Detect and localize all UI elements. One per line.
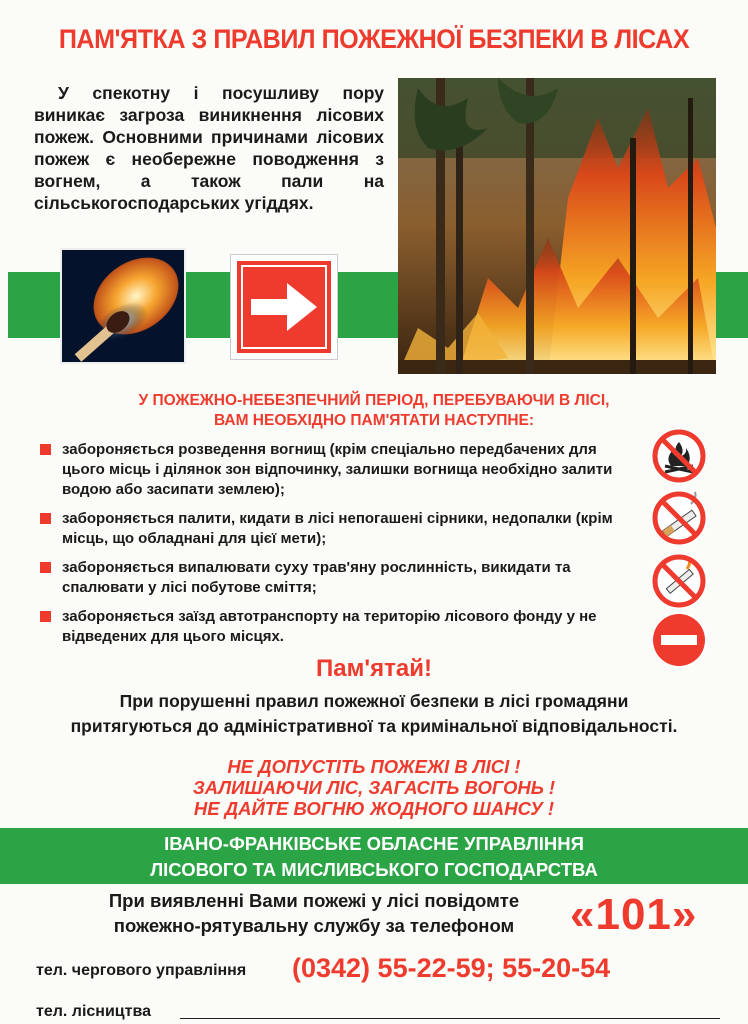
duty-phone-numbers: (0342) 55-22-59; 55-20-54 xyxy=(292,953,611,983)
slogan: НЕ ДОПУСТІТЬ ПОЖЕЖІ В ЛІСІ ! xyxy=(227,756,521,777)
list-item: забороняється розведення вогнищ (крім спеціально передбачених для цього місць і ділянок зон відпочинку, залишки вогнища необхідно залити водою або засипати землею); xyxy=(40,440,640,500)
bullet-square-icon xyxy=(40,444,51,455)
intro-paragraph: У спекотну і посушливу пору виникає загроза виникнення лісових пожеж. Основними причинами лісових пожеж є необережне поводження з вогнем, а також пали на сільськогосподарських угіддях. xyxy=(34,83,384,213)
intro-text xyxy=(34,82,384,214)
list-item: забороняється випалювати суху трав'яну рослинність, викидати та спалювати у лісі побутове сміття; xyxy=(40,558,640,598)
period-heading-line2: ВАМ НЕОБХІДНО ПАМ'ЯТАТИ НАСТУПНЕ: xyxy=(213,412,535,429)
arrow-right-icon xyxy=(230,254,338,360)
slogans xyxy=(0,756,748,819)
no-smoking-icon xyxy=(651,490,707,546)
list-item: забороняється заїзд автотранспорту на територію лісового фонду у не відведених для цього місцях. xyxy=(40,607,640,647)
slogan: ЗАЛИШАЮЧИ ЛІС, ЗАГАСІТЬ ВОГОНЬ ! xyxy=(192,777,556,798)
bullet-square-icon xyxy=(40,513,51,524)
list-item: забороняється палити, кидати в лісі непогашені сірники, недопалки (крім місць, що обладнані для цієї мети); xyxy=(40,509,640,549)
forestry-phone-blank xyxy=(180,1018,720,1019)
period-heading xyxy=(0,391,748,431)
rules-list xyxy=(40,440,640,656)
remember-heading: Пам'ятай! xyxy=(316,655,432,682)
forest-fire-photo xyxy=(398,78,716,374)
bullet-square-icon xyxy=(40,562,51,573)
emergency-number: «101» xyxy=(570,890,698,939)
organization-banner: ІВАНО-ФРАНКІВСЬКЕ ОБЛАСНЕ УПРАВЛІННЯ ЛІСОВОГО ТА МИСЛИВСЬКОГО ГОСПОДАРСТВА xyxy=(0,828,748,884)
burning-match-icon xyxy=(60,248,186,364)
bullet-square-icon xyxy=(40,611,51,622)
page-title: ПАМ'ЯТКА З ПРАВИЛ ПОЖЕЖНОЇ БЕЗПЕКИ В ЛІСАХ xyxy=(58,24,690,54)
responsibility-text: При порушенні правил пожежної безпеки в лісі громадяни притягуються до адміністративної та кримінальної відповідальності. xyxy=(70,691,678,736)
no-campfire-icon xyxy=(651,428,707,484)
forestry-phone-label: тел. лісництва xyxy=(36,1003,151,1020)
report-instructions: При виявленні Вами пожежі у лісі повідомте пожежно-рятувальну службу за телефоном xyxy=(108,890,520,936)
no-burning-icon xyxy=(651,553,707,609)
period-heading-line1: У ПОЖЕЖНО-НЕБЕЗПЕЧНИЙ ПЕРІОД, ПЕРЕБУВАЮЧИ В ЛІСІ, xyxy=(138,392,610,409)
slogan: НЕ ДАЙТЕ ВОГНЮ ЖОДНОГО ШАНСУ ! xyxy=(193,798,555,819)
duty-phone-label: тел. чергового управління xyxy=(36,962,247,979)
